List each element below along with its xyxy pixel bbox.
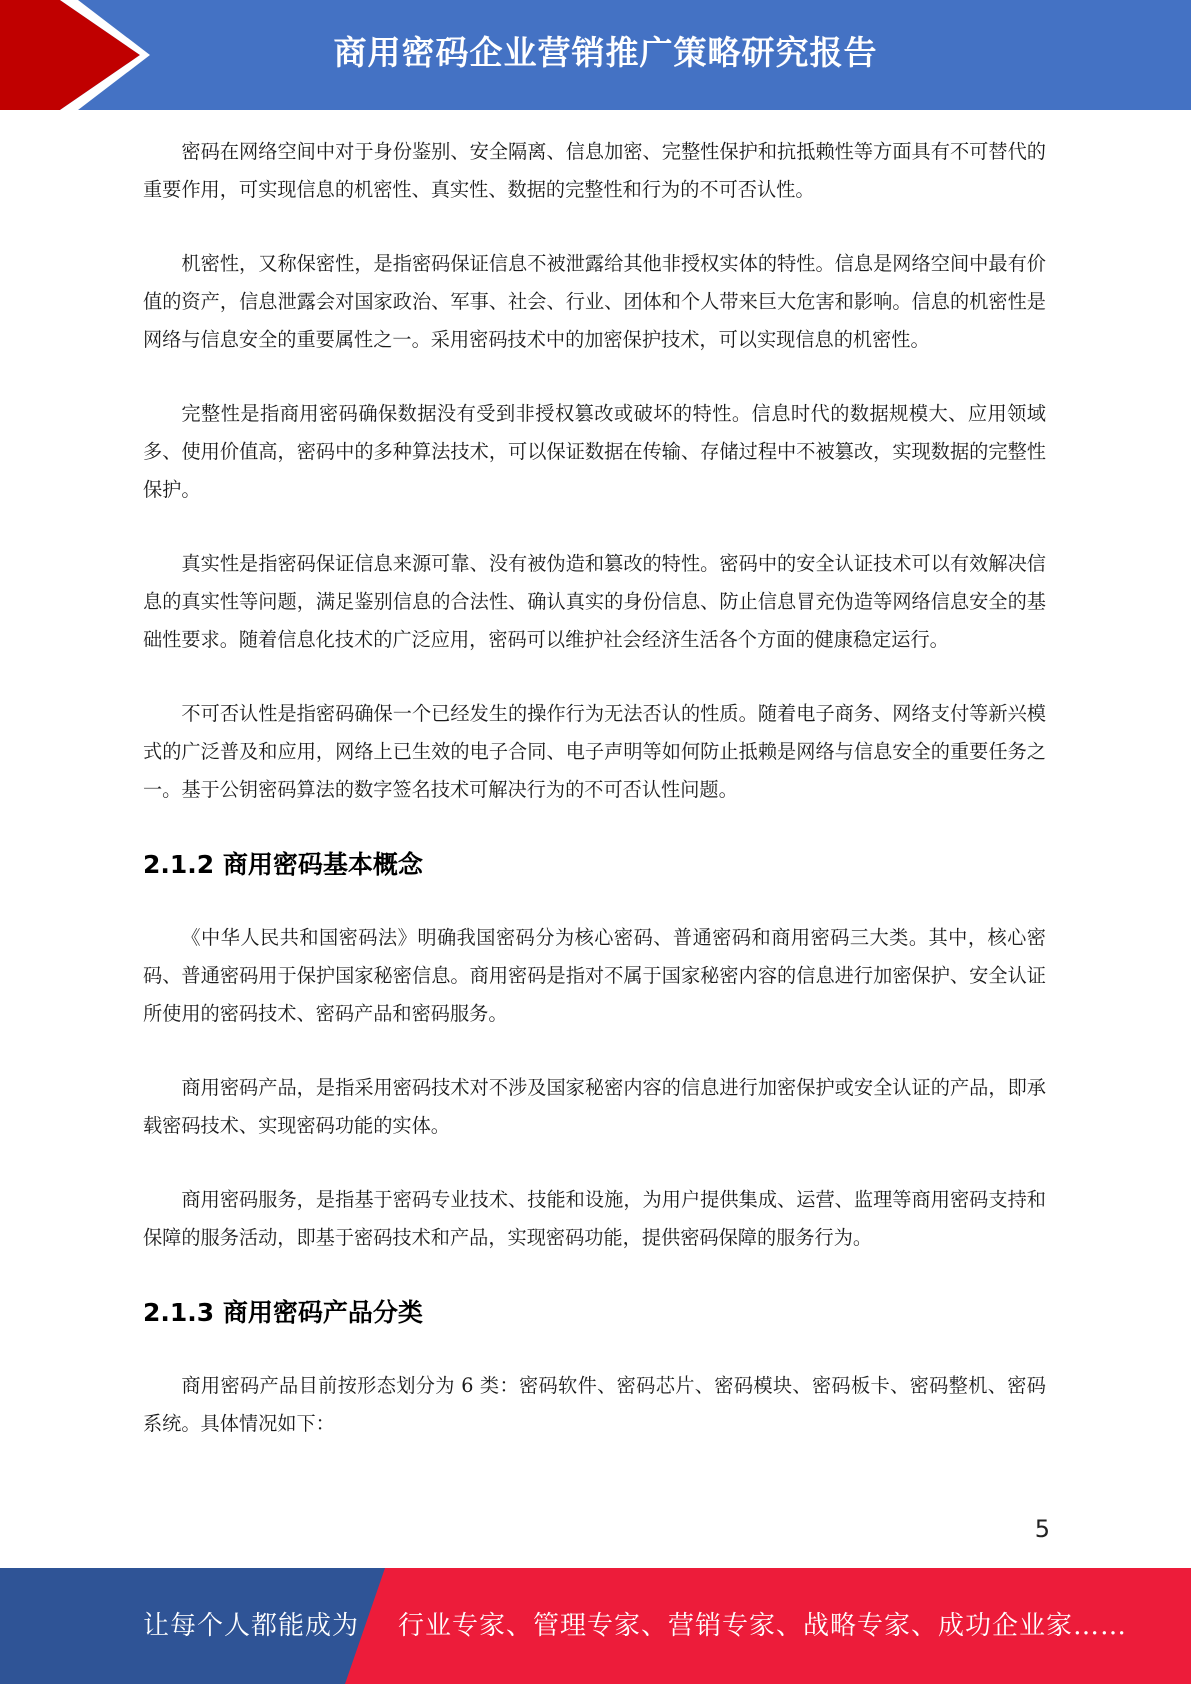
section-heading-2-1-2: 2.1.2 商用密码基本概念 xyxy=(143,850,423,879)
footer-slogan-left: 让每个人都能成为 xyxy=(143,1611,360,1641)
paragraph: 商用密码产品目前按形态划分为 6 类：密码软件、密码芯片、密码模块、密码板卡、密码整机、密码系统。具体情况如下： xyxy=(143,1374,1046,1435)
document-title: 商用密码企业营销推广策略研究报告 xyxy=(333,33,878,72)
paragraph: 《中华人民共和国密码法》明确我国密码分为核心密码、普通密码和商用密码三大类。其中，核心密码、普通密码用于保护国家秘密信息。商用密码是指对不属于国家秘密内容的信息进行加密保护、安全认证所使用的密码技术、密码产品和密码服务。 xyxy=(143,926,1046,1025)
paragraph: 密码在网络空间中对于身份鉴别、安全隔离、信息加密、完整性保护和抗抵赖性等方面具有不可替代的重要作用，可实现信息的机密性、真实性、数据的完整性和行为的不可否认性。 xyxy=(143,140,1046,201)
page-content xyxy=(143,133,1046,1479)
paragraph: 不可否认性是指密码确保一个已经发生的操作行为无法否认的性质。随着电子商务、网络支付等新兴模式的广泛普及和应用，网络上已生效的电子合同、电子声明等如何防止抵赖是网络与信息安全的重要任务之一。基于公钥密码算法的数字签名技术可解决行为的不可否认性问题。 xyxy=(143,702,1046,801)
paragraph: 完整性是指商用密码确保数据没有受到非授权篡改或破坏的特性。信息时代的数据规模大、应用领域多、使用价值高，密码中的多种算法技术，可以保证数据在传输、存储过程中不被篡改，实现数据的完整性保护。 xyxy=(143,402,1046,501)
paragraph: 真实性是指密码保证信息来源可靠、没有被伪造和篡改的特性。密码中的安全认证技术可以有效解决信息的真实性等问题，满足鉴别信息的合法性、确认真实的身份信息、防止信息冒充伪造等网络信息安全的基础性要求。随着信息化技术的广泛应用，密码可以维护社会经济生活各个方面的健康稳定运行。 xyxy=(143,552,1046,651)
page-number: 5 xyxy=(1034,1515,1050,1543)
paragraph: 商用密码服务，是指基于密码专业技术、技能和设施，为用户提供集成、运营、监理等商用密码支持和保障的服务活动，即基于密码技术和产品，实现密码功能，提供密码保障的服务行为。 xyxy=(143,1188,1046,1249)
paragraph: 商用密码产品，是指采用密码技术对不涉及国家秘密内容的信息进行加密保护或安全认证的产品，即承载密码技术、实现密码功能的实体。 xyxy=(143,1076,1046,1137)
page-footer xyxy=(0,1568,1191,1684)
page-header xyxy=(0,0,1191,110)
footer-slogan-right: 行业专家、管理专家、营销专家、战略专家、成功企业家…… xyxy=(398,1611,1128,1641)
paragraph: 机密性，又称保密性，是指密码保证信息不被泄露给其他非授权实体的特性。信息是网络空间中最有价值的资产，信息泄露会对国家政治、军事、社会、行业、团体和个人带来巨大危害和影响。信息的机密性是网络与信息安全的重要属性之一。采用密码技术中的加密保护技术，可以实现信息的机密性。 xyxy=(143,252,1046,351)
section-heading-2-1-3: 2.1.3 商用密码产品分类 xyxy=(143,1298,423,1327)
